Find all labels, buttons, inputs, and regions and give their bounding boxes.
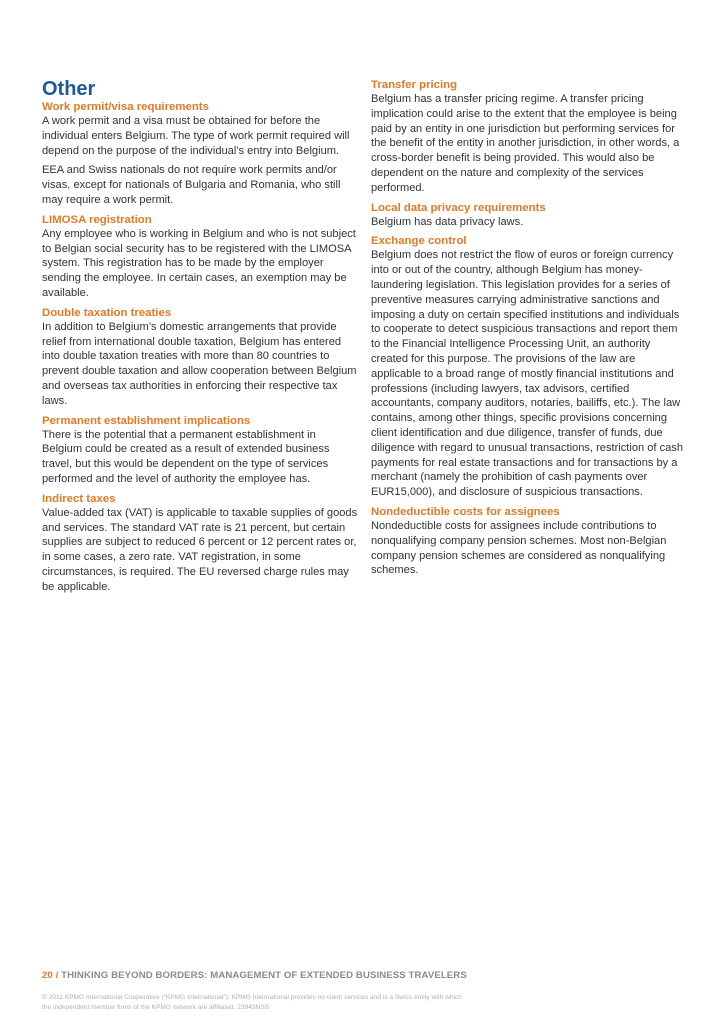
page-number: 20: [42, 970, 53, 981]
section-indirect-taxes: [42, 492, 358, 595]
publication-title: THINKING BEYOND BORDERS: MANAGEMENT OF EXTENDED BUSINESS TRAVELERS: [61, 970, 467, 981]
section-nondeductible-costs: [371, 505, 687, 578]
section-data-privacy: [371, 201, 687, 230]
legal-notice: © 2011 KPMG International Cooperative (“KPMG International”). KPMG International provides no client services and is a Swiss entity with which the independent member firms of the KPMG network are affiliated. 23943NSS: [42, 994, 462, 1011]
section-paragraph: Belgium has a transfer pricing regime. A transfer pricing implication could arise to the extent that the employee is being paid by an entity in one jurisdiction but performing services for the benefit of the entity in another jurisdiction, in other words, a cross-border benefit is being provided. This would also be dependent on the nature and complexity of the services performed.: [371, 93, 680, 194]
footer-separator: /: [52, 970, 62, 981]
left-column: [42, 78, 358, 600]
section-work-permit: [42, 100, 358, 208]
section-exchange-control: [371, 234, 687, 500]
section-heading: Local data privacy requirements: [371, 201, 546, 214]
section-heading: Work permit/visa requirements: [42, 101, 209, 113]
right-column: [371, 78, 687, 583]
section-heading: Nondeductible costs for assignees: [371, 505, 560, 518]
section-limosa: [42, 213, 358, 301]
section-transfer-pricing: [371, 78, 687, 196]
section-paragraph: EEA and Swiss nationals do not require work permits and/or visas, except for nationals of Bulgaria and Romania, who still may require a work permit.: [42, 164, 341, 206]
section-paragraph: There is the potential that a permanent establishment in Belgium could be created as a result of extended business travel, but this would be dependent on the type of services performed and the level of authority the employee has.: [42, 428, 330, 485]
section-paragraph: In addition to Belgium’s domestic arrangements that provide relief from international double taxation, Belgium has entered into double taxation treaties with more than 80 countries to prevent double taxation and allow cooperation between Belgium and overseas tax authorities in enforcing their respective tax laws.: [42, 320, 357, 407]
section-permanent-establishment: [42, 414, 358, 487]
footer-publication-line: [42, 970, 682, 981]
section-paragraph: Nondeductible costs for assignees include contributions to nonqualifying company pension schemes. Most non-Belgian company pension schemes are considered as nonqualifying schemes.: [371, 519, 667, 577]
section-heading: Transfer pricing: [371, 79, 458, 91]
section-paragraph: Any employee who is working in Belgium and who is not subject to Belgian social security has to be registered with the LIMOSA system. This registration has to be made by the employer sending the employee. In certain cases, an exemption may be available.: [42, 227, 356, 299]
section-heading: Indirect taxes: [42, 492, 116, 505]
section-paragraph: Belgium does not restrict the flow of euros or foreign currency into or out of the country, although Belgium has money-laundering legislation. This legislation provides for a series of preventive measures carrying administrative sanctions and imposing a duty on certain specified institutions and individuals to cooperate to detect suspicious transactions and report them to the Financial Intelligence Processing Unit, an authority created for this purpose. The provisions of the law are applicable to a broad range of mostly financial institutions and professions (including lawyers, tax advisors, certified accountants, company auditors, notaries, bailiffs, etc.). The law contains, among other things, specific provisions concerning client identification and due diligence, transfer of funds, due diligence with regard to unusual transactions, restriction of cash payments for real estate transactions and for transactions by a merchant (namely the prohibition of cash payments over EUR15,000), and disclosure of suspicious transactions.: [371, 249, 684, 499]
section-paragraph: Belgium has data privacy laws.: [371, 215, 524, 228]
section-heading: Exchange control: [371, 235, 467, 248]
section-heading: LIMOSA registration: [42, 213, 152, 226]
page-title: Other: [42, 78, 96, 100]
section-paragraph: A work permit and a visa must be obtained for before the individual enters Belgium. The type of work permit required will depend on the purpose of the individual’s entry into Belgium.: [42, 115, 350, 157]
section-heading: Double taxation treaties: [42, 306, 172, 319]
section-heading: Permanent establishment implications: [42, 414, 251, 427]
section-double-taxation: [42, 306, 358, 409]
section-paragraph: Value-added tax (VAT) is applicable to taxable supplies of goods and services. The standard VAT rate is 21 percent, but certain supplies are subject to reduced 6 percent or 12 percent rates or, in some cases, a zero rate. VAT registration, in some circumstances, is required. The EU reversed charge rules may be applicable.: [42, 506, 358, 593]
